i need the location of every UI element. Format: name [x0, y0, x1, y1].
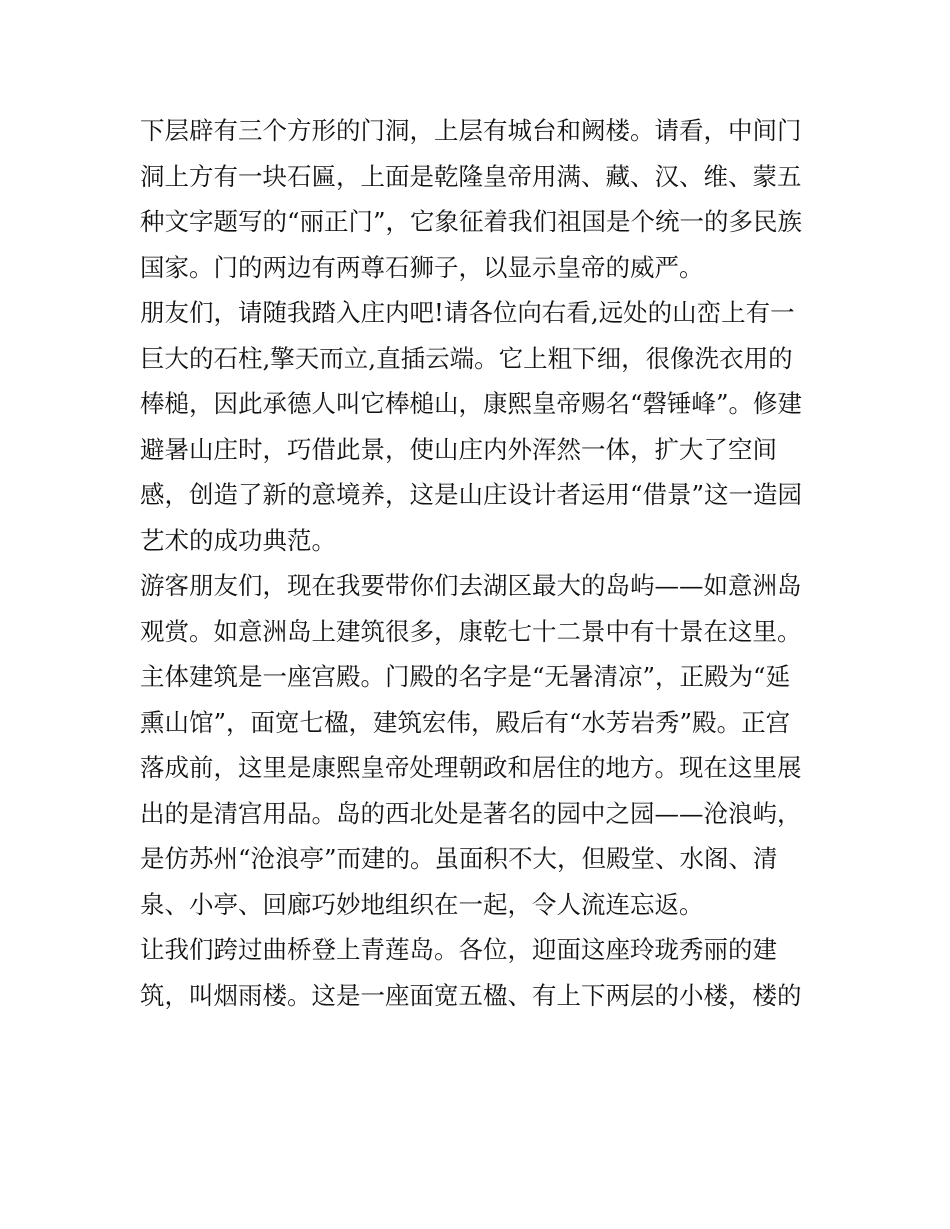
- text-line: 感，创造了新的意境养，这是山庄设计者运用“借景”这一造园: [140, 480, 803, 509]
- text-line: 棒槌，因此承德人叫它棒槌山，康熙皇帝赐名“磬锤峰”。修建: [140, 389, 803, 418]
- text-line: 下层辟有三个方形的门洞，上层有城台和阙楼。请看，中间门: [140, 116, 802, 145]
- text-line: 让我们跨过曲桥登上青莲岛。各位，迎面这座玲珑秀丽的建: [140, 935, 777, 964]
- text-line: 艺术的成功典范。: [140, 525, 336, 555]
- text-line: 筑，叫烟雨楼。这是一座面宽五楹、有上下两层的小楼，楼的: [140, 980, 802, 1010]
- text-line: 避暑山庄时，巧借此景，使山庄内外浑然一体，扩大了空间: [140, 434, 777, 464]
- text-line: 熏山馆”，面宽七楹，建筑宏伟，殿后有“水芳岩秀”殿。正宫: [140, 707, 791, 737]
- text-line: 巨大的石柱,擎天而立,直插云端。它上粗下细，很像洗衣用的: [140, 343, 793, 373]
- text-line: 游客朋友们，现在我要带你们去湖区最大的岛屿——如意洲岛: [140, 571, 802, 600]
- text-line: 朋友们，请随我踏入庄内吧!请各位向右看,远处的山峦上有一: [140, 298, 795, 327]
- text-line: 出的是清宫用品。岛的西北处是著名的园中之园——沧浪屿，: [140, 798, 802, 828]
- text-line: 泉、小亭、回廊巧妙地组织在一起，令人流连忘返。: [140, 889, 704, 919]
- text-line: 是仿苏州“沧浪亭”而建的。虽面积不大，但殿堂、水阁、清: [140, 844, 778, 873]
- text-line: 种文字题写的“丽正门”，它象征着我们祖国是个统一的多民族: [140, 207, 803, 236]
- text-line: 落成前，这里是康熙皇帝处理朝政和居住的地方。现在这里展: [140, 753, 802, 782]
- body-text: [140, 108, 820, 1018]
- text-line: 国家。门的两边有两尊石狮子，以显示皇帝的威严。: [140, 252, 704, 282]
- text-line: 观赏。如意洲岛上建筑很多，康乾七十二景中有十景在这里。: [140, 616, 802, 646]
- text-line: 洞上方有一块石匾，上面是乾隆皇帝用满、藏、汉、维、蒙五: [140, 161, 802, 191]
- text-line: 主体建筑是一座宫殿。门殿的名字是“无暑清凉”，正殿为“延: [140, 662, 791, 691]
